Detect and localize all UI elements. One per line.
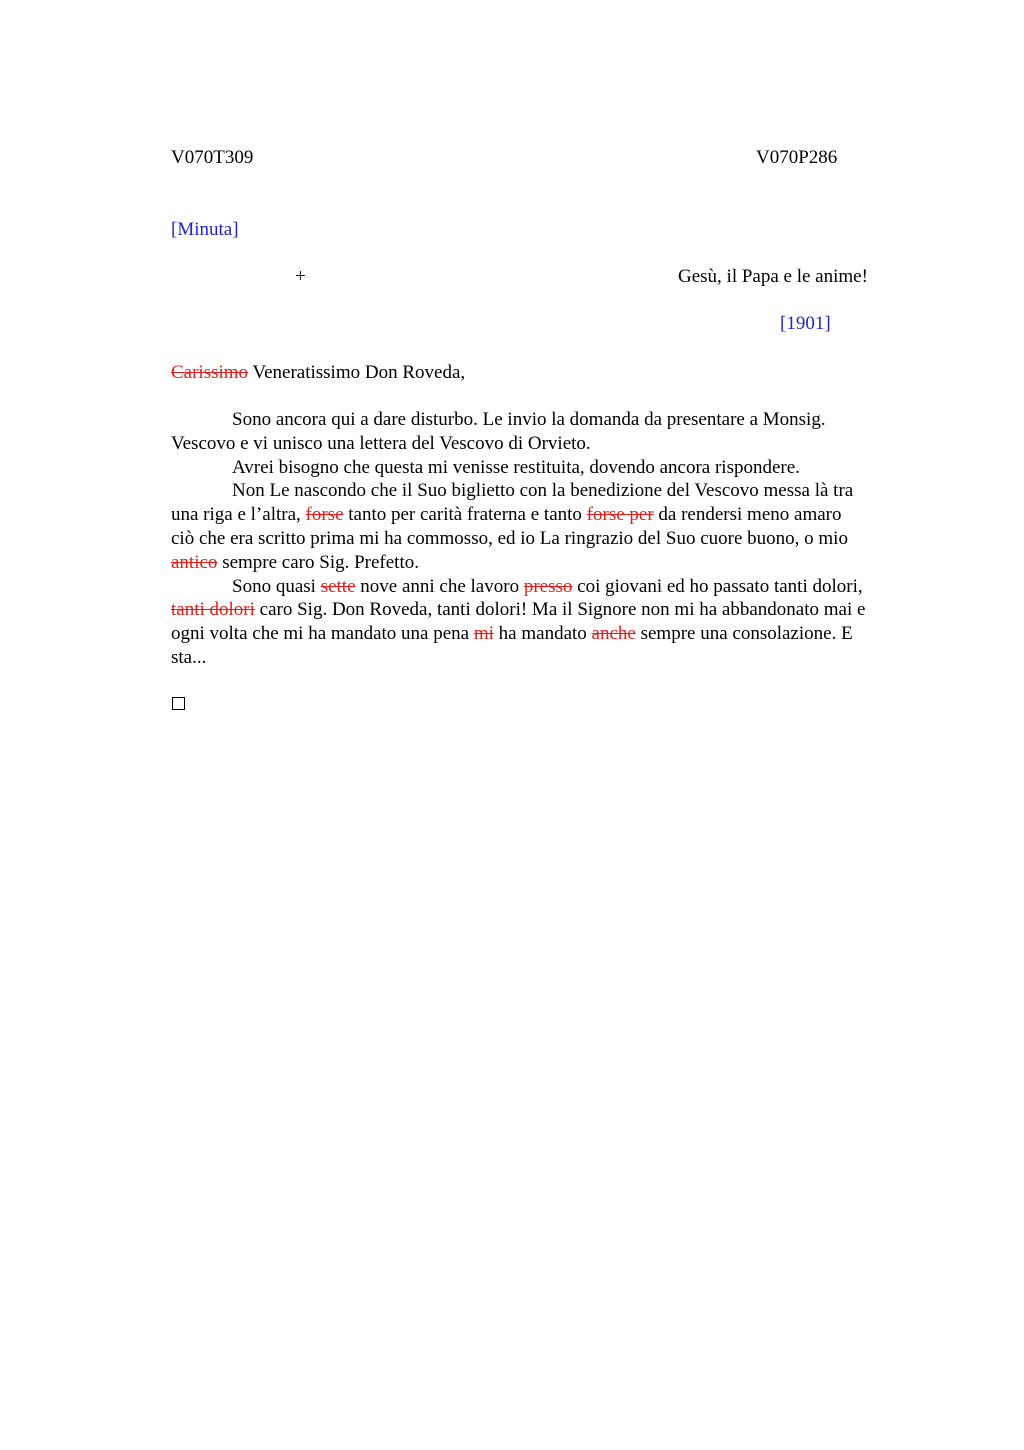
cross-mark: + — [295, 266, 306, 287]
paragraph-4-line-1 — [232, 576, 863, 597]
text-run: nove anni che lavoro — [355, 575, 524, 597]
minuta-label: [Minuta] — [171, 219, 239, 240]
deleted-word: anche — [591, 623, 636, 645]
text-run: sempre caro Sig. Prefetto. — [217, 551, 419, 573]
paragraph-3-line-2 — [110, 503, 931, 527]
end-square-icon — [172, 697, 185, 710]
paragraph-2 — [171, 456, 931, 480]
text-run: tanto per carità fraterna e tanto — [343, 504, 587, 526]
deleted-word: forse — [305, 504, 344, 526]
salutation-text: Veneratissimo Don Roveda, — [248, 362, 466, 383]
deleted-word: antico — [171, 551, 218, 573]
text-run: da rendersi meno amaro — [653, 504, 842, 526]
salutation — [171, 361, 465, 385]
text-run: una riga e l’altra, — [171, 504, 306, 526]
paragraph-3 — [171, 479, 931, 574]
text-run: coi giovani ed ho passato tanti dolori, — [572, 575, 863, 597]
paragraph-1-line-2: Vescovo e vi unisco una lettera del Vescovo di Orvieto. — [171, 432, 591, 454]
deleted-word: Carissimo — [171, 362, 249, 383]
paragraph-4-line-2 — [110, 598, 931, 622]
letter-body — [171, 408, 931, 670]
paragraph-4-line-4: sta... — [171, 646, 207, 668]
paragraph-3-line-3: ciò che era scritto prima mi ha commosso, ed io La ringrazio del Suo cuore buono, o mio — [171, 527, 848, 549]
deleted-word: presso — [523, 575, 573, 597]
paragraph-4 — [171, 575, 931, 670]
text-run: ogni volta che mi ha mandato una pena — [171, 623, 474, 645]
deleted-word: sette — [320, 575, 356, 597]
document-code-right: V070P286 — [756, 147, 838, 168]
deleted-word: tanti dolori — [171, 599, 255, 621]
motto: Gesù, il Papa e le anime! — [678, 266, 868, 287]
text-run: sempre una consolazione. E — [635, 623, 853, 645]
deleted-word: forse per — [586, 504, 654, 526]
paragraph-1 — [171, 408, 931, 456]
paragraph-1-line-1: Sono ancora qui a dare disturbo. Le invio la domanda da presentare a Monsig. — [232, 409, 826, 430]
text-run: ha mandato — [493, 623, 592, 645]
paragraph-4-line-3 — [110, 622, 931, 646]
paragraph-3-line-4 — [110, 551, 931, 575]
paragraph-3-line-1: Non Le nascondo che il Suo biglietto con la benedizione del Vescovo messa là tra — [232, 480, 854, 502]
deleted-word: mi — [473, 623, 494, 645]
text-run: caro Sig. Don Roveda, tanti dolori! Ma il Signore non mi ha abbandonato mai e — [254, 599, 866, 621]
text-run: Sono quasi — [232, 575, 321, 597]
document-code-left: V070T309 — [171, 147, 254, 168]
paragraph-2-line-1: Avrei bisogno che questa mi venisse restituita, dovendo ancora rispondere. — [232, 456, 800, 478]
date-label: [1901] — [780, 313, 831, 334]
